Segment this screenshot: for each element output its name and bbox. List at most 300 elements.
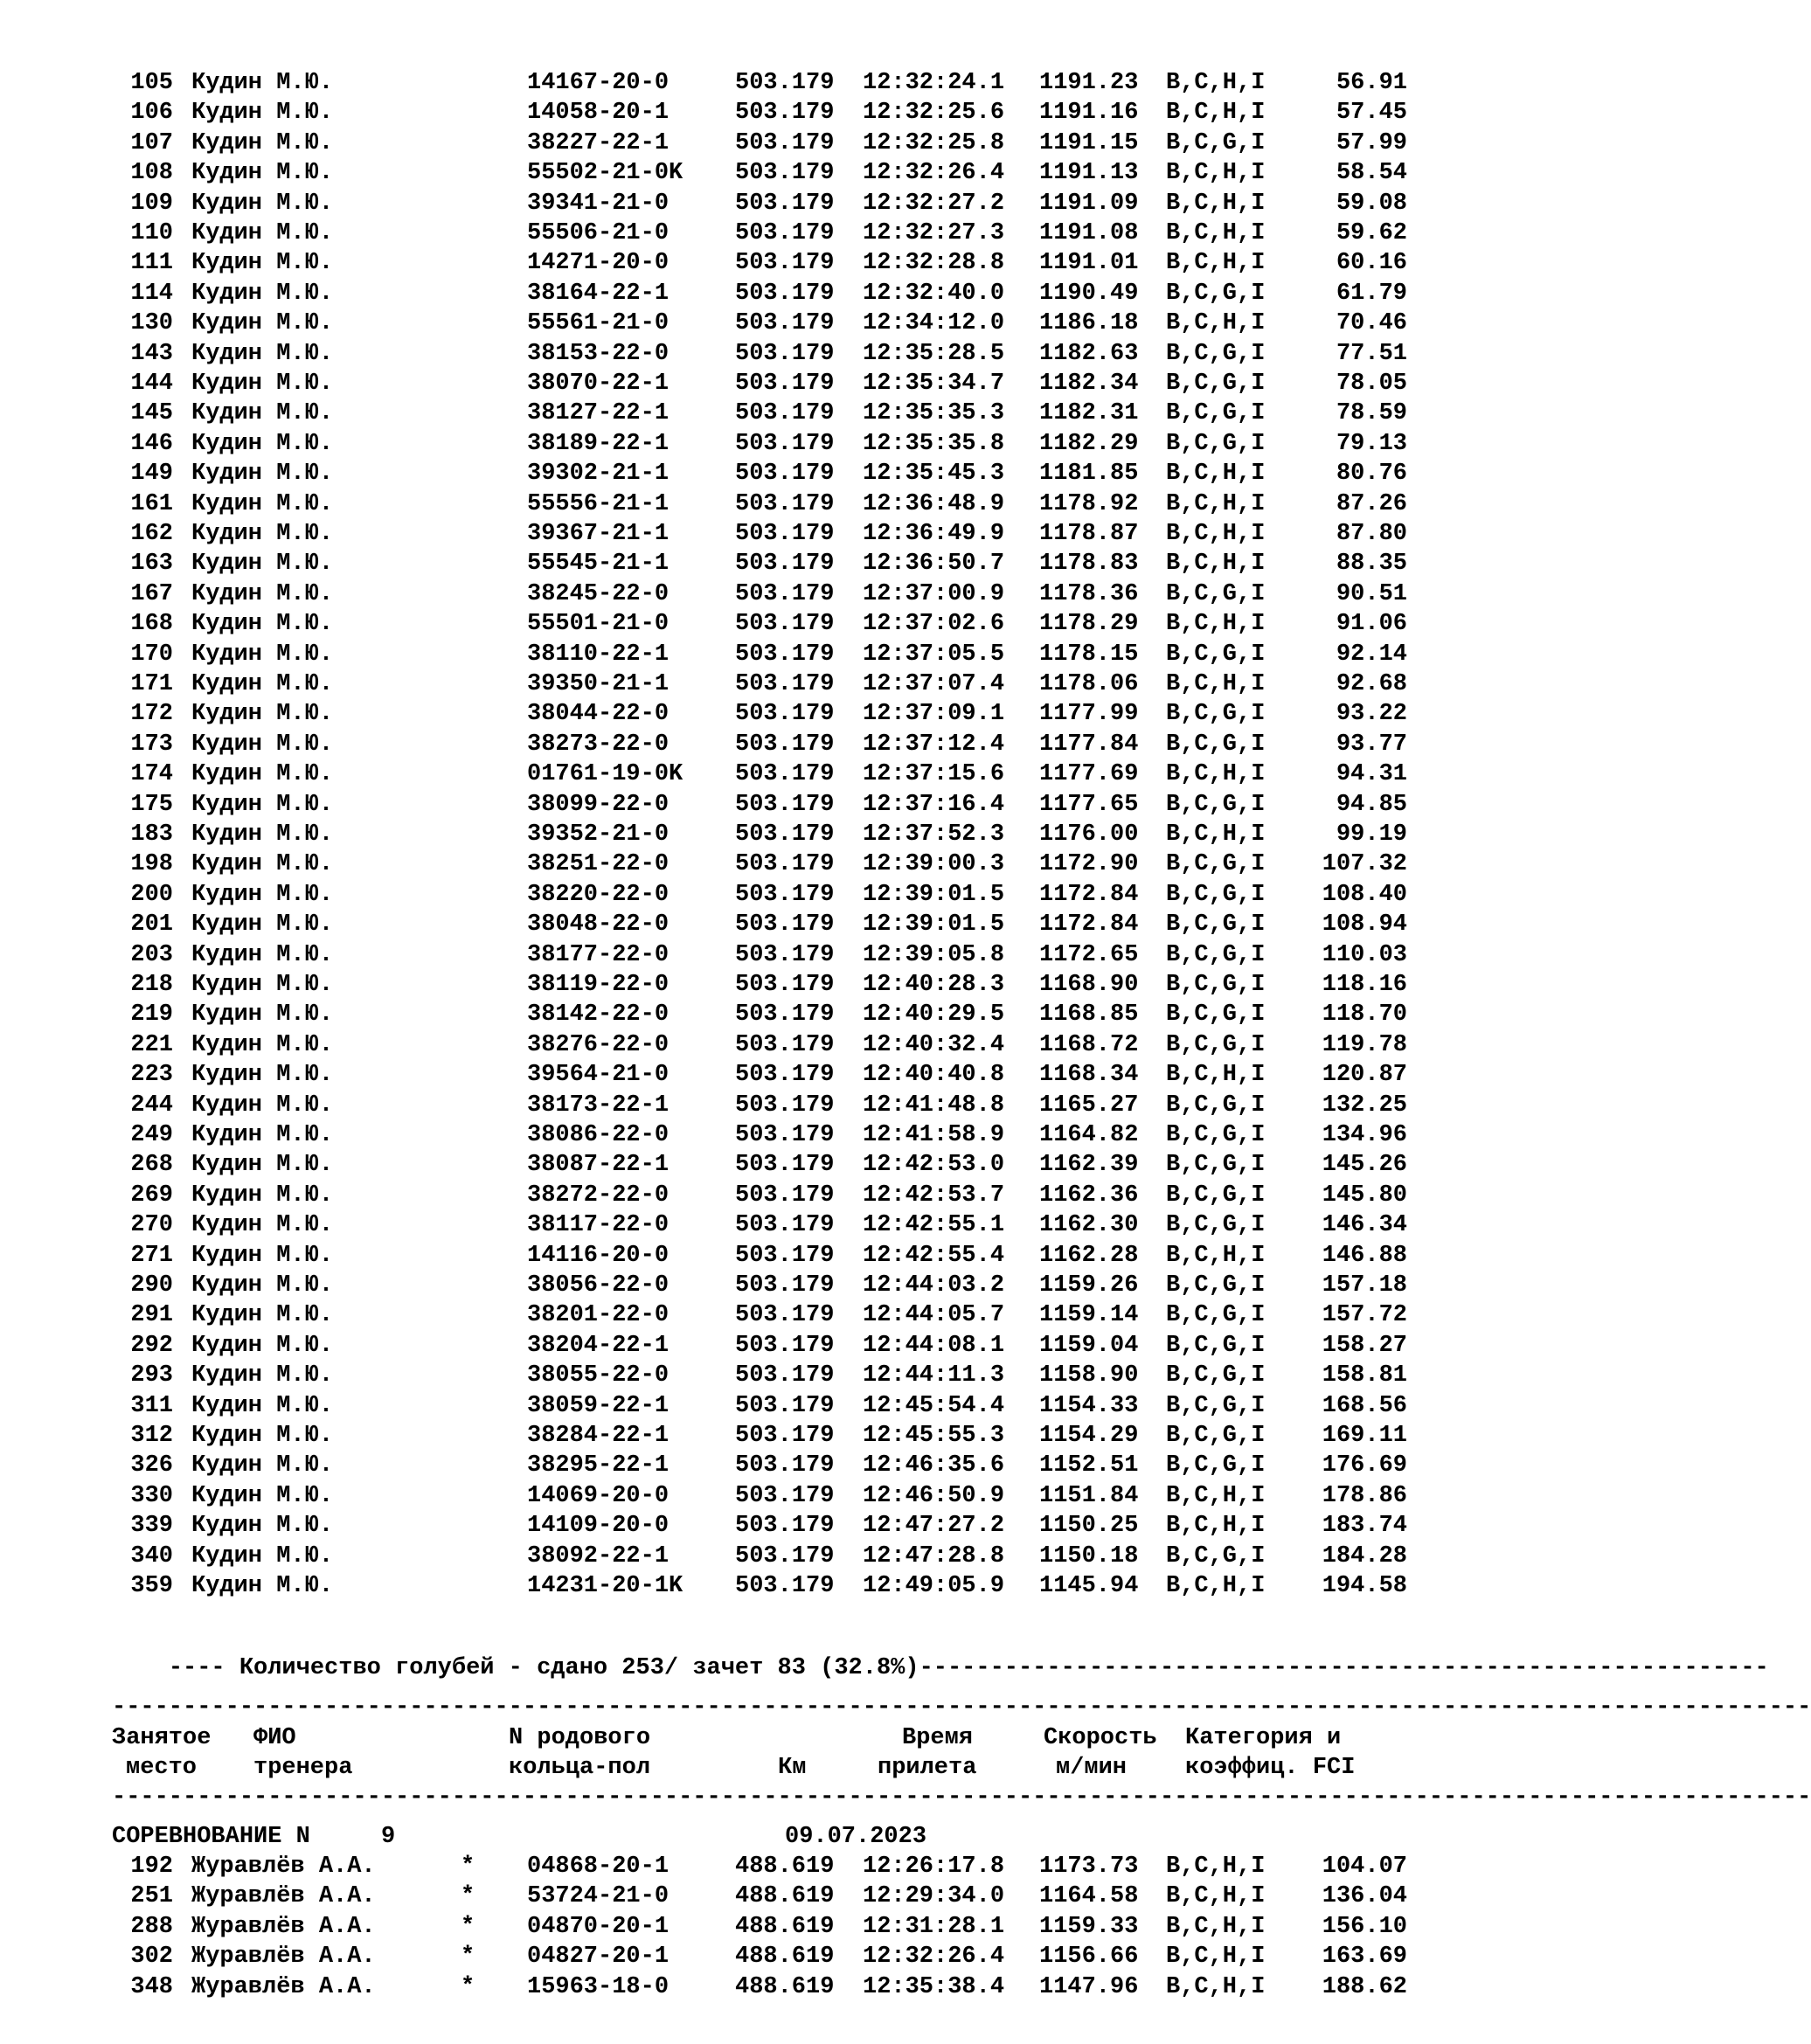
cell-cat: B,C,G,I: [1166, 911, 1266, 938]
cell-name: Кудин М.Ю.: [191, 310, 334, 336]
cell-place: 146: [130, 431, 173, 457]
cell-name: Кудин М.Ю.: [191, 551, 334, 577]
cell-name: Кудин М.Ю.: [191, 882, 334, 908]
cell-name: Кудин М.Ю.: [191, 1032, 334, 1058]
table-row: [0, 369, 1446, 398]
cell-cat: B,C,H,I: [1166, 1573, 1266, 1599]
cell-name: Кудин М.Ю.: [191, 461, 334, 487]
cell-place: 168: [130, 611, 173, 637]
cell-cat: B,C,G,I: [1166, 1001, 1266, 1028]
cell-time: 12:32:27.2: [863, 191, 1005, 217]
table-row: [0, 669, 1446, 699]
cell-cat: B,C,H,I: [1166, 461, 1266, 487]
cell-place: 163: [130, 551, 173, 577]
table-row: [0, 1210, 1446, 1240]
table-row: [0, 1361, 1446, 1390]
header-speed-1: Скорость: [1044, 1725, 1157, 1751]
cell-coef: 145.80: [1322, 1182, 1407, 1209]
cell-speed: 1173.73: [1039, 1853, 1139, 1880]
cell-speed: 1177.65: [1039, 792, 1139, 818]
cell-name: Кудин М.Ю.: [191, 792, 334, 818]
cell-name: Кудин М.Ю.: [191, 130, 334, 156]
cell-place: 221: [130, 1032, 173, 1058]
cell-km: 488.619: [735, 1974, 835, 2000]
table-row: [0, 579, 1446, 609]
cell-coef: 163.69: [1322, 1944, 1407, 1970]
header-cat-2: коэффиц. FCI: [1185, 1755, 1356, 1781]
cell-name: Кудин М.Ю.: [191, 1423, 334, 1449]
cell-km: 488.619: [735, 1853, 835, 1880]
cell-km: 503.179: [735, 281, 835, 307]
cell-cat: B,C,H,I: [1166, 160, 1266, 186]
cell-cat: B,C,G,I: [1166, 1423, 1266, 1449]
cell-cat: B,C,G,I: [1166, 400, 1266, 426]
cell-name: Журавлёв А.А.: [191, 1944, 376, 1970]
cell-cat: B,C,H,I: [1166, 491, 1266, 517]
header-time-1: Время: [902, 1725, 974, 1751]
table-row: [0, 1150, 1446, 1180]
cell-cat: B,C,G,I: [1166, 1302, 1266, 1328]
header-name-1: ФИО: [253, 1725, 296, 1751]
cell-ring: 14109-20-0: [527, 1513, 670, 1539]
cell-time: 12:35:35.3: [863, 400, 1005, 426]
cell-ring: 55506-21-0: [527, 220, 670, 246]
cell-name: Кудин М.Ю.: [191, 1152, 334, 1178]
cell-time: 12:40:32.4: [863, 1032, 1005, 1058]
cell-speed: 1168.90: [1039, 972, 1139, 998]
cell-km: 503.179: [735, 1573, 835, 1599]
cell-speed: 1164.58: [1039, 1883, 1139, 1909]
cell-place: 270: [130, 1212, 173, 1238]
table-row: [0, 730, 1446, 759]
cell-ring: 14116-20-0: [527, 1243, 670, 1269]
cell-name: Кудин М.Ю.: [191, 761, 334, 787]
cell-cat: B,C,G,I: [1166, 1212, 1266, 1238]
cell-place: 200: [130, 882, 173, 908]
cell-ring: 38273-22-0: [527, 731, 670, 758]
cell-km: 503.179: [735, 1362, 835, 1389]
table-row: [0, 910, 1446, 939]
cell-km: 503.179: [735, 310, 835, 336]
table-row: [0, 640, 1446, 669]
table-row: [0, 68, 1446, 98]
cell-coef: 132.25: [1322, 1092, 1407, 1119]
cell-coef: 94.31: [1336, 761, 1407, 787]
table-row: [0, 1571, 1446, 1601]
cell-km: 503.179: [735, 792, 835, 818]
header-ring-2: кольца-пол: [509, 1755, 651, 1781]
table-row: [0, 1542, 1446, 1571]
cell-coef: 91.06: [1336, 611, 1407, 637]
cell-km: 503.179: [735, 641, 835, 668]
cell-speed: 1186.18: [1039, 310, 1139, 336]
summary-prefix: ----: [168, 1655, 239, 1681]
cell-time: 12:37:16.4: [863, 792, 1005, 818]
cell-place: 108: [130, 160, 173, 186]
cell-ring: 14271-20-0: [527, 250, 670, 276]
table-row: [0, 1120, 1446, 1150]
cell-name: Кудин М.Ю.: [191, 641, 334, 668]
cell-km: 503.179: [735, 701, 835, 727]
cell-speed: 1159.26: [1039, 1272, 1139, 1299]
cell-time: 12:37:07.4: [863, 671, 1005, 697]
cell-time: 12:32:27.3: [863, 220, 1005, 246]
cell-ring: 38245-22-0: [527, 581, 670, 607]
cell-time: 12:42:53.0: [863, 1152, 1005, 1178]
header-row-2: [0, 1753, 1446, 1783]
cell-ring: 38295-22-1: [527, 1452, 670, 1479]
cell-speed: 1165.27: [1039, 1092, 1139, 1119]
table-row: [0, 1391, 1446, 1421]
cell-name: Журавлёв А.А.: [191, 1883, 376, 1909]
cell-coef: 158.81: [1322, 1362, 1407, 1389]
table-row: [0, 1300, 1446, 1330]
table-row: [0, 308, 1446, 338]
cell-time: 12:42:53.7: [863, 1182, 1005, 1209]
cell-speed: 1178.83: [1039, 551, 1139, 577]
cell-cat: B,C,G,I: [1166, 341, 1266, 367]
header-top-rule: ------------------------------------------------------------------------------------------------------------------------: [112, 1694, 1811, 1721]
cell-speed: 1182.63: [1039, 341, 1139, 367]
cell-speed: 1191.01: [1039, 250, 1139, 276]
cell-coef: 120.87: [1322, 1062, 1407, 1088]
cell-time: 12:31:28.1: [863, 1914, 1005, 1940]
cell-name: Кудин М.Ю.: [191, 942, 334, 968]
cell-cat: B,C,H,I: [1166, 611, 1266, 637]
cell-ring: 38272-22-0: [527, 1182, 670, 1209]
cell-speed: 1172.84: [1039, 882, 1139, 908]
competition-label: СОРЕВНОВАНИЕ N: [112, 1824, 310, 1850]
cell-name: Кудин М.Ю.: [191, 371, 334, 397]
cell-km: 503.179: [735, 671, 835, 697]
cell-place: 218: [130, 972, 173, 998]
cell-name: Кудин М.Ю.: [191, 1362, 334, 1389]
cell-name: Кудин М.Ю.: [191, 701, 334, 727]
header-place-1: Занятое: [112, 1725, 212, 1751]
cell-speed: 1158.90: [1039, 1362, 1139, 1389]
header-speed-2: м/мин: [1056, 1755, 1128, 1781]
cell-time: 12:44:05.7: [863, 1302, 1005, 1328]
cell-name: Кудин М.Ю.: [191, 1452, 334, 1479]
cell-name: Кудин М.Ю.: [191, 250, 334, 276]
cell-cat: B,C,G,I: [1166, 882, 1266, 908]
cell-ring: 55561-21-0: [527, 310, 670, 336]
cell-km: 503.179: [735, 220, 835, 246]
cell-speed: 1178.29: [1039, 611, 1139, 637]
cell-time: 12:36:48.9: [863, 491, 1005, 517]
cell-ring: 38227-22-1: [527, 130, 670, 156]
cell-time: 12:39:01.5: [863, 911, 1005, 938]
cell-km: 503.179: [735, 1272, 835, 1299]
cell-place: 144: [130, 371, 173, 397]
cell-ring: 38276-22-0: [527, 1032, 670, 1058]
cell-km: 503.179: [735, 1452, 835, 1479]
table-row: [0, 1942, 1446, 1971]
cell-name: Кудин М.Ю.: [191, 491, 334, 517]
cell-speed: 1168.85: [1039, 1001, 1139, 1028]
cell-ring: 55502-21-0K: [527, 160, 683, 186]
cell-km: 503.179: [735, 1543, 835, 1569]
cell-name: Кудин М.Ю.: [191, 341, 334, 367]
cell-place: 251: [130, 1883, 173, 1909]
table-row: [0, 1481, 1446, 1511]
table-row: [0, 1972, 1446, 2002]
table-row: [0, 1912, 1446, 1942]
cell-mark: *: [461, 1914, 475, 1940]
cell-coef: 119.78: [1322, 1032, 1407, 1058]
cell-speed: 1182.29: [1039, 431, 1139, 457]
cell-time: 12:36:49.9: [863, 521, 1005, 547]
cell-ring: 38086-22-0: [527, 1122, 670, 1148]
cell-speed: 1191.09: [1039, 191, 1139, 217]
cell-ring: 55556-21-1: [527, 491, 670, 517]
cell-name: Кудин М.Ю.: [191, 821, 334, 848]
cell-km: 503.179: [735, 130, 835, 156]
cell-place: 302: [130, 1944, 173, 1970]
cell-name: Кудин М.Ю.: [191, 220, 334, 246]
table-row: [0, 459, 1446, 488]
cell-cat: B,C,H,I: [1166, 551, 1266, 577]
cell-cat: B,C,G,I: [1166, 281, 1266, 307]
cell-time: 12:41:58.9: [863, 1122, 1005, 1148]
cell-speed: 1191.16: [1039, 100, 1139, 126]
cell-speed: 1190.49: [1039, 281, 1139, 307]
cell-ring: 38177-22-0: [527, 942, 670, 968]
cell-cat: B,C,H,I: [1166, 1062, 1266, 1088]
cell-km: 503.179: [735, 1302, 835, 1328]
cell-cat: B,C,H,I: [1166, 191, 1266, 217]
table-row: [0, 970, 1446, 1000]
cell-speed: 1162.28: [1039, 1243, 1139, 1269]
table-row: [0, 158, 1446, 188]
cell-coef: 157.72: [1322, 1302, 1407, 1328]
cell-place: 223: [130, 1062, 173, 1088]
cell-place: 170: [130, 641, 173, 668]
cell-coef: 107.32: [1322, 851, 1407, 877]
cell-name: Кудин М.Ю.: [191, 1483, 334, 1509]
cell-km: 503.179: [735, 911, 835, 938]
cell-time: 12:37:52.3: [863, 821, 1005, 848]
header-row-1: [0, 1723, 1446, 1753]
cell-coef: 58.54: [1336, 160, 1407, 186]
cell-coef: 110.03: [1322, 942, 1407, 968]
cell-time: 12:37:05.5: [863, 641, 1005, 668]
cell-place: 359: [130, 1573, 173, 1599]
cell-cat: B,C,G,I: [1166, 792, 1266, 818]
cell-name: Кудин М.Ю.: [191, 1302, 334, 1328]
cell-coef: 146.88: [1322, 1243, 1407, 1269]
table-row: [0, 1331, 1446, 1361]
cell-cat: B,C,H,I: [1166, 100, 1266, 126]
cell-name: Журавлёв А.А.: [191, 1853, 376, 1880]
cell-km: 503.179: [735, 461, 835, 487]
cell-km: 503.179: [735, 1393, 835, 1419]
cell-time: 12:44:08.1: [863, 1333, 1005, 1359]
cell-name: Кудин М.Ю.: [191, 100, 334, 126]
table-row: [0, 1421, 1446, 1451]
cell-ring: 38059-22-1: [527, 1393, 670, 1419]
header-cat-1: Категория и: [1185, 1725, 1342, 1751]
cell-time: 12:32:28.8: [863, 250, 1005, 276]
cell-place: 288: [130, 1914, 173, 1940]
cell-name: Кудин М.Ю.: [191, 1122, 334, 1148]
table-row: [0, 699, 1446, 729]
cell-cat: B,C,H,I: [1166, 1853, 1266, 1880]
cell-cat: B,C,G,I: [1166, 851, 1266, 877]
cell-km: 503.179: [735, 731, 835, 758]
cell-place: 219: [130, 1001, 173, 1028]
cell-km: 503.179: [735, 882, 835, 908]
cell-speed: 1154.33: [1039, 1393, 1139, 1419]
cell-time: 12:49:05.9: [863, 1573, 1005, 1599]
cell-coef: 78.59: [1336, 400, 1407, 426]
cell-ring: 38070-22-1: [527, 371, 670, 397]
table-row: [0, 1181, 1446, 1210]
cell-time: 12:47:28.8: [863, 1543, 1005, 1569]
cell-km: 503.179: [735, 431, 835, 457]
cell-coef: 92.14: [1336, 641, 1407, 668]
cell-coef: 188.62: [1322, 1974, 1407, 2000]
cell-cat: B,C,H,I: [1166, 1974, 1266, 2000]
table-row: [0, 940, 1446, 970]
cell-ring: 39367-21-1: [527, 521, 670, 547]
cell-coef: 94.85: [1336, 792, 1407, 818]
header-time-2: прилета: [878, 1755, 977, 1781]
cell-ring: 38099-22-0: [527, 792, 670, 818]
cell-time: 12:32:26.4: [863, 160, 1005, 186]
cell-place: 162: [130, 521, 173, 547]
cell-coef: 194.58: [1322, 1573, 1407, 1599]
cell-ring: 38117-22-0: [527, 1212, 670, 1238]
cell-speed: 1177.69: [1039, 761, 1139, 787]
table-row: [0, 429, 1446, 459]
cell-speed: 1191.13: [1039, 160, 1139, 186]
cell-cat: B,C,G,I: [1166, 1543, 1266, 1569]
cell-cat: B,C,G,I: [1166, 1152, 1266, 1178]
cell-name: Кудин М.Ю.: [191, 731, 334, 758]
cell-place: 330: [130, 1483, 173, 1509]
cell-ring: 39564-21-0: [527, 1062, 670, 1088]
cell-time: 12:32:24.1: [863, 70, 1005, 96]
cell-coef: 56.91: [1336, 70, 1407, 96]
cell-cat: B,C,G,I: [1166, 731, 1266, 758]
cell-speed: 1159.14: [1039, 1302, 1139, 1328]
cell-name: Кудин М.Ю.: [191, 1001, 334, 1028]
cell-place: 292: [130, 1333, 173, 1359]
cell-coef: 77.51: [1336, 341, 1407, 367]
cell-coef: 78.05: [1336, 371, 1407, 397]
cell-km: 503.179: [735, 1333, 835, 1359]
cell-cat: B,C,G,I: [1166, 972, 1266, 998]
cell-time: 12:39:05.8: [863, 942, 1005, 968]
cell-cat: B,C,H,I: [1166, 220, 1266, 246]
cell-time: 12:29:34.0: [863, 1883, 1005, 1909]
cell-place: 145: [130, 400, 173, 426]
cell-name: Кудин М.Ю.: [191, 70, 334, 96]
cell-km: 503.179: [735, 972, 835, 998]
cell-cat: B,C,H,I: [1166, 250, 1266, 276]
header-place-2: место: [126, 1755, 198, 1781]
cell-time: 12:45:54.4: [863, 1393, 1005, 1419]
cell-speed: 1159.33: [1039, 1914, 1139, 1940]
cell-coef: 178.86: [1322, 1483, 1407, 1509]
cell-speed: 1164.82: [1039, 1122, 1139, 1148]
cell-cat: B,C,G,I: [1166, 1452, 1266, 1479]
table-row: [0, 790, 1446, 820]
cell-cat: B,C,H,I: [1166, 761, 1266, 787]
cell-time: 12:26:17.8: [863, 1853, 1005, 1880]
cell-place: 271: [130, 1243, 173, 1269]
cell-coef: 104.07: [1322, 1853, 1407, 1880]
cell-km: 503.179: [735, 1182, 835, 1209]
table-row: [0, 1881, 1446, 1911]
cell-ring: 55545-21-1: [527, 551, 670, 577]
cell-speed: 1159.04: [1039, 1333, 1139, 1359]
cell-km: 503.179: [735, 1122, 835, 1148]
cell-place: 348: [130, 1974, 173, 2000]
table-row: [0, 189, 1446, 218]
cell-time: 12:34:12.0: [863, 310, 1005, 336]
cell-ring: 15963-18-0: [527, 1974, 670, 2000]
cell-time: 12:32:25.6: [863, 100, 1005, 126]
cell-time: 12:35:28.5: [863, 341, 1005, 367]
cell-km: 503.179: [735, 611, 835, 637]
cell-speed: 1168.34: [1039, 1062, 1139, 1088]
cell-place: 161: [130, 491, 173, 517]
cell-speed: 1172.65: [1039, 942, 1139, 968]
cell-speed: 1178.06: [1039, 671, 1139, 697]
cell-cat: B,C,H,I: [1166, 1483, 1266, 1509]
cell-km: 488.619: [735, 1883, 835, 1909]
cell-time: 12:37:09.1: [863, 701, 1005, 727]
cell-km: 488.619: [735, 1914, 835, 1940]
cell-time: 12:45:55.3: [863, 1423, 1005, 1449]
cell-coef: 59.62: [1336, 220, 1407, 246]
cell-ring: 38056-22-0: [527, 1272, 670, 1299]
cell-coef: 134.96: [1322, 1122, 1407, 1148]
cell-speed: 1181.85: [1039, 461, 1139, 487]
cell-km: 503.179: [735, 521, 835, 547]
cell-km: 503.179: [735, 1092, 835, 1119]
cell-place: 290: [130, 1272, 173, 1299]
cell-place: 291: [130, 1302, 173, 1328]
cell-cat: B,C,G,I: [1166, 581, 1266, 607]
cell-name: Кудин М.Ю.: [191, 1513, 334, 1539]
cell-place: 340: [130, 1543, 173, 1569]
cell-ring: 53724-21-0: [527, 1883, 670, 1909]
cell-km: 503.179: [735, 1243, 835, 1269]
table-row: [0, 519, 1446, 549]
cell-cat: B,C,G,I: [1166, 431, 1266, 457]
cell-speed: 1168.72: [1039, 1032, 1139, 1058]
cell-place: 269: [130, 1182, 173, 1209]
cell-time: 12:40:29.5: [863, 1001, 1005, 1028]
cell-mark: *: [461, 1974, 475, 2000]
cell-km: 503.179: [735, 1513, 835, 1539]
cell-time: 12:42:55.1: [863, 1212, 1005, 1238]
cell-name: Кудин М.Ю.: [191, 1243, 334, 1269]
cell-km: 503.179: [735, 250, 835, 276]
cell-cat: B,C,G,I: [1166, 641, 1266, 668]
cell-cat: B,C,H,I: [1166, 521, 1266, 547]
cell-km: 503.179: [735, 1212, 835, 1238]
cell-coef: 87.80: [1336, 521, 1407, 547]
cell-km: 503.179: [735, 160, 835, 186]
summary-line: [112, 1624, 1769, 1681]
cell-coef: 184.28: [1322, 1543, 1407, 1569]
cell-coef: 80.76: [1336, 461, 1407, 487]
cell-km: 503.179: [735, 851, 835, 877]
